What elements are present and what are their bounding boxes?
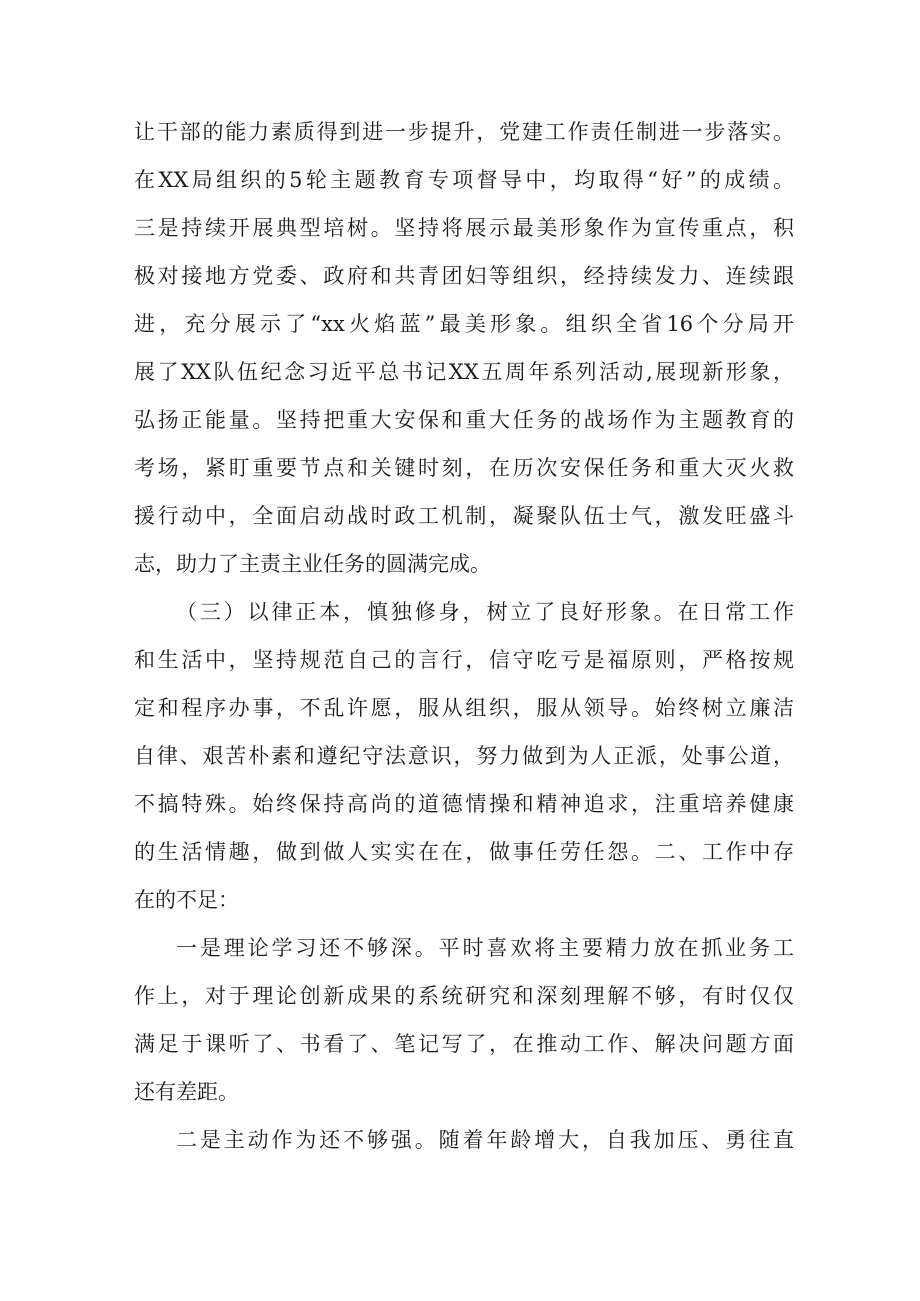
- text-line: 自律、艰苦朴素和遵纪守法意识，努力做到为人正派，处事公道，: [134, 744, 794, 768]
- text-line: 在XX局组织的5轮主题教育专项督导中，均取得“好”的成绩。: [134, 168, 794, 192]
- section-heading-line: （三）以律正本，慎独修身，树立了良好形象。在日常工作: [176, 600, 794, 624]
- text-line: 展了XX队伍纪念习近平总书记XX五周年系列活动,展现新形象，: [134, 360, 794, 384]
- text-line: 还有差距。: [134, 1080, 239, 1104]
- text-line: 让干部的能力素质得到进一步提升，党建工作责任制进一步落实。: [134, 120, 794, 144]
- text-line: 极对接地方党委、政府和共青团妇等组织，经持续发力、连续跟: [134, 264, 794, 288]
- text-line: 考场，紧盯重要节点和关键时刻，在历次安保任务和重大灭火救: [134, 456, 794, 480]
- text-line: 定和程序办事，不乱许愿，服从组织，服从领导。始终树立廉洁: [134, 696, 794, 720]
- text-line: 满足于课听了、书看了、笔记写了，在推动工作、解决问题方面: [134, 1032, 794, 1056]
- text-line: 和生活中，坚持规范自己的言行，信守吃亏是福原则，严格按规: [134, 648, 794, 672]
- text-line: 不搞特殊。始终保持高尚的道德情操和精神追求，注重培养健康: [134, 792, 794, 816]
- paragraph-first-line: 二是主动作为还不够强。随着年龄增大，自我加压、勇往直: [176, 1128, 794, 1152]
- text-line: 志，助力了主责主业任务的圆满完成。: [134, 552, 491, 576]
- text-line: 作上，对于理论创新成果的系统研究和深刻理解不够，有时仅仅: [134, 984, 794, 1008]
- text-line: 援行动中，全面启动战时政工机制，凝聚队伍士气，激发旺盛斗: [134, 504, 794, 528]
- text-line: 在的不足：: [134, 888, 239, 912]
- text-line: 弘扬正能量。坚持把重大安保和重大任务的战场作为主题教育的: [134, 408, 794, 432]
- text-line: 进，充分展示了“xx火焰蓝”最美形象。组织全省16个分局开: [134, 312, 794, 336]
- paragraph-first-line: 一是理论学习还不够深。平时喜欢将主要精力放在抓业务工: [176, 936, 794, 960]
- text-line: 三是持续开展典型培树。坚持将展示最美形象作为宣传重点，积: [134, 216, 794, 240]
- text-line: 的生活情趣，做到做人实实在在，做事任劳任怨。二、工作中存: [134, 840, 794, 864]
